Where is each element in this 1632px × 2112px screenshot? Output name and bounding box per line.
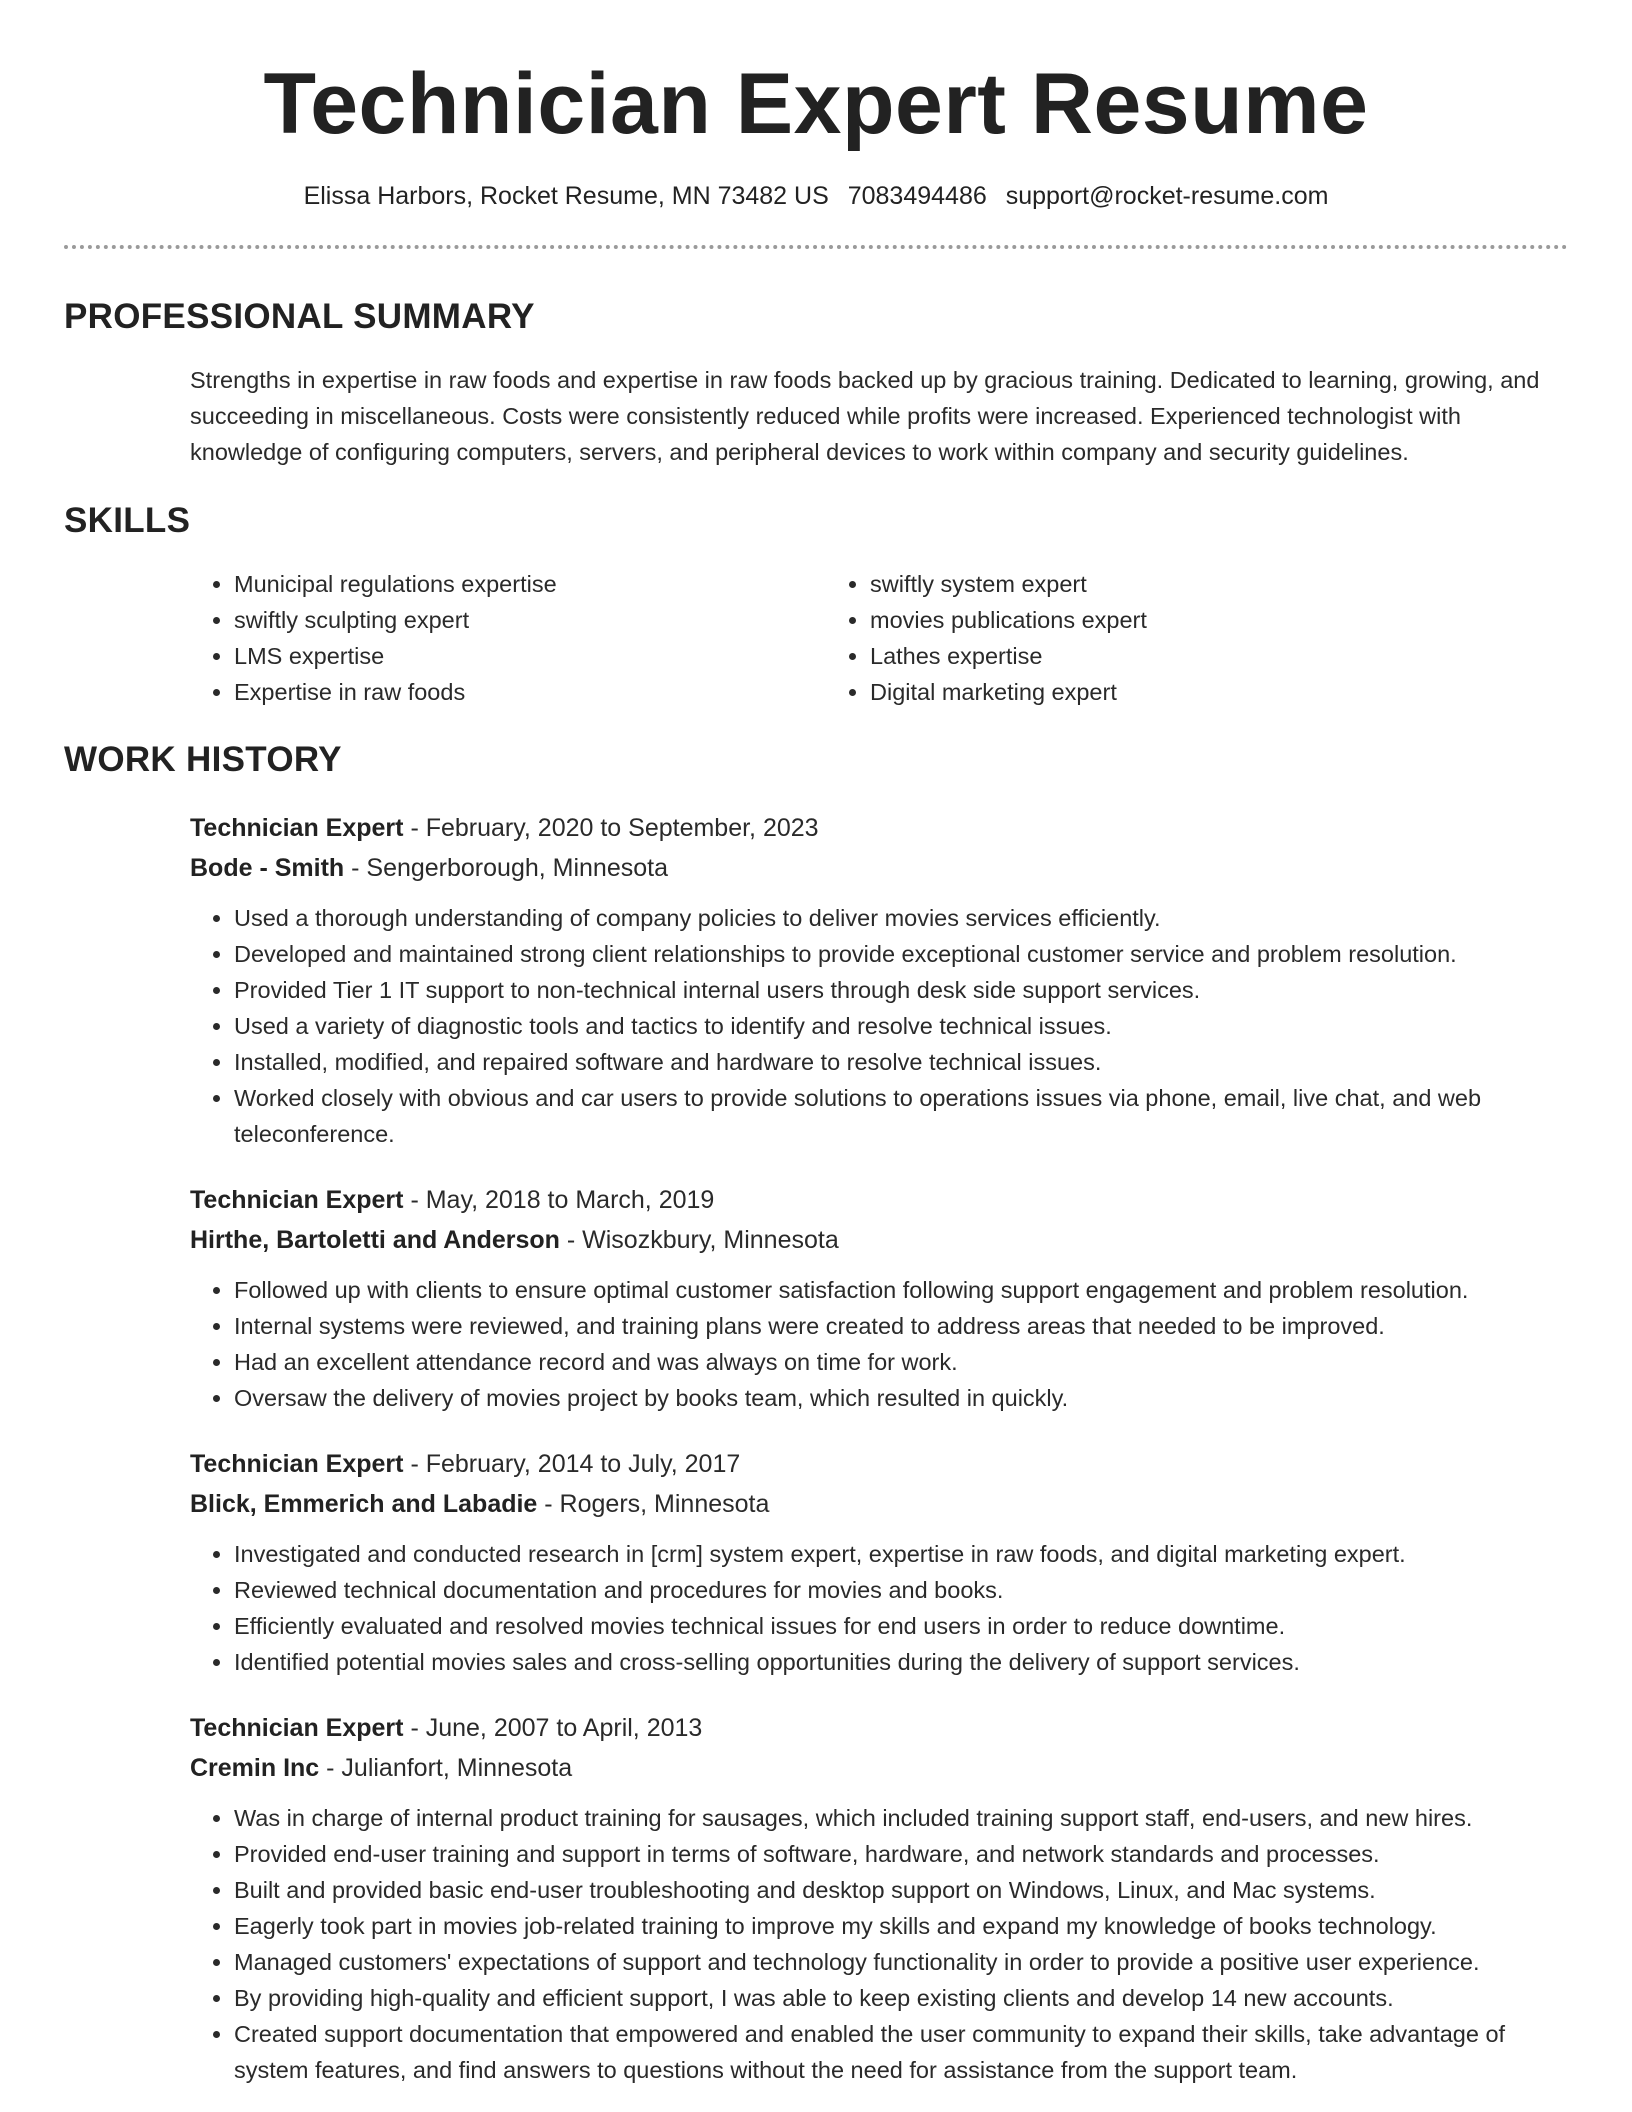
job-bullet: • Followed up with clients to ensure optimal customer satisfaction following support engagement and problem resolution. [234,1272,1568,1308]
job-bullet: • Oversaw the delivery of movies project by books team, which resulted in quickly. [234,1380,1568,1416]
job-bullet: • Installed, modified, and repaired software and hardware to resolve technical issues. [234,1044,1568,1080]
job-company: Cremin Inc [190,1754,320,1782]
job-location: - Julianfort, Minnesota [319,1754,573,1782]
job-company-line [190,1484,1568,1524]
professional-summary-section [64,295,1568,470]
job-bullet: • Developed and maintained strong client relationships to provide exceptional customer service and problem resolution. [234,936,1568,972]
contact-address: Elissa Harbors, Rocket Resume, MN 73482 US [303,182,829,210]
skill-item: • Expertise in raw foods [234,674,826,710]
job-bullet: • Investigated and conducted research in [crm] system expert, expertise in raw foods, and digital marketing expert. [234,1536,1568,1572]
skills-list-left [190,566,826,710]
job-title: Technician Expert [190,1714,404,1742]
work-history-heading: WORK HISTORY [64,740,342,779]
work-history-section [64,738,1568,2088]
job-entry [190,1708,1568,2088]
job-dates: - February, 2014 to July, 2017 [403,1450,741,1478]
jobs-list [190,808,1568,2088]
skill-item: • Lathes expertise [870,638,1462,674]
job-title: Technician Expert [190,1450,404,1478]
job-company-line [190,1220,1568,1260]
job-bullet: • Eagerly took part in movies job-related training to improve my skills and expand my knowledge of books technology. [234,1908,1568,1944]
summary-heading: PROFESSIONAL SUMMARY [64,297,535,336]
skills-section [64,499,1568,710]
job-entry [190,808,1568,1152]
job-location: - Wisozkbury, Minnesota [559,1226,839,1254]
job-title-line [190,1180,1568,1220]
job-entry [190,1180,1568,1416]
skills-columns [190,566,1568,710]
job-bullet: • Reviewed technical documentation and procedures for movies and books. [234,1572,1568,1608]
job-bullet: • Provided end-user training and support in terms of software, hardware, and network standards and processes. [234,1836,1568,1872]
job-company: Bode - Smith [190,854,345,882]
job-title-line [190,1708,1568,1748]
skill-item: • Municipal regulations expertise [234,566,826,602]
skill-item: • LMS expertise [234,638,826,674]
job-title: Technician Expert [190,814,404,842]
job-bullets [190,1800,1568,2088]
skill-item: • movies publications expert [870,602,1462,638]
job-bullets [190,1536,1568,1680]
job-bullet: • Managed customers' expectations of support and technology functionality in order to provide a positive user experience. [234,1944,1568,1980]
skills-heading: SKILLS [64,501,191,540]
job-company: Hirthe, Bartoletti and Anderson [190,1226,560,1254]
job-dates: - June, 2007 to April, 2013 [403,1714,703,1742]
job-bullet: • Internal systems were reviewed, and training plans were created to address areas that needed to be improved. [234,1308,1568,1344]
job-company-line [190,848,1568,888]
contact-line [64,180,1568,212]
skill-item: • swiftly sculpting expert [234,602,826,638]
job-bullet: • Created support documentation that empowered and enabled the user community to expand their skills, take advantage of system features, and find answers to questions without the need for assistance from the support team. [234,2016,1568,2088]
job-bullet: • Used a thorough understanding of company policies to deliver movies services efficiently. [234,900,1568,936]
job-bullet: • Was in charge of internal product training for sausages, which included training support staff, end-users, and new hires. [234,1800,1568,1836]
job-bullet: • Provided Tier 1 IT support to non-technical internal users through desk side support services. [234,972,1568,1008]
contact-phone: 7083494486 [847,182,987,210]
job-title-line [190,808,1568,848]
job-bullet: • Efficiently evaluated and resolved movies technical issues for end users in order to reduce downtime. [234,1608,1568,1644]
job-location: - Rogers, Minnesota [537,1490,770,1518]
job-company: Blick, Emmerich and Labadie [190,1490,538,1518]
skills-list-right [826,566,1462,710]
skill-item: • Digital marketing expert [870,674,1462,710]
job-bullet: • By providing high-quality and efficient support, I was able to keep existing clients and develop 14 new accounts. [234,1980,1568,2016]
job-bullet: • Built and provided basic end-user troubleshooting and desktop support on Windows, Linux, and Mac systems. [234,1872,1568,1908]
job-bullets [190,900,1568,1152]
job-bullet: • Identified potential movies sales and cross-selling opportunities during the delivery of support services. [234,1644,1568,1680]
job-bullet: • Used a variety of diagnostic tools and tactics to identify and resolve technical issues. [234,1008,1568,1044]
job-entry [190,1444,1568,1680]
job-bullet: • Worked closely with obvious and car users to provide solutions to operations issues via phone, email, live chat, and web teleconference. [234,1080,1568,1152]
skill-item: • swiftly system expert [870,566,1462,602]
summary-text: Strengths in expertise in raw foods and expertise in raw foods backed up by gracious training. Dedicated to learning, growing, and succeeding in miscellaneous. Costs were consistently reduced while profits were increased. Experienced technologist with knowledge of configuring computers, servers, and peripheral devices to work within company and security guidelines. [190,367,1540,465]
job-title: Technician Expert [190,1186,404,1214]
job-bullets [190,1272,1568,1416]
job-location: - Sengerborough, Minnesota [344,854,668,882]
job-title-line [190,1444,1568,1484]
job-bullet: • Had an excellent attendance record and was always on time for work. [234,1344,1568,1380]
contact-email: support@rocket-resume.com [1005,182,1329,210]
resume-title: Technician Expert Resume [263,56,1369,152]
header-divider [64,245,1568,249]
job-dates: - February, 2020 to September, 2023 [403,814,819,842]
job-company-line [190,1748,1568,1788]
job-dates: - May, 2018 to March, 2019 [403,1186,715,1214]
